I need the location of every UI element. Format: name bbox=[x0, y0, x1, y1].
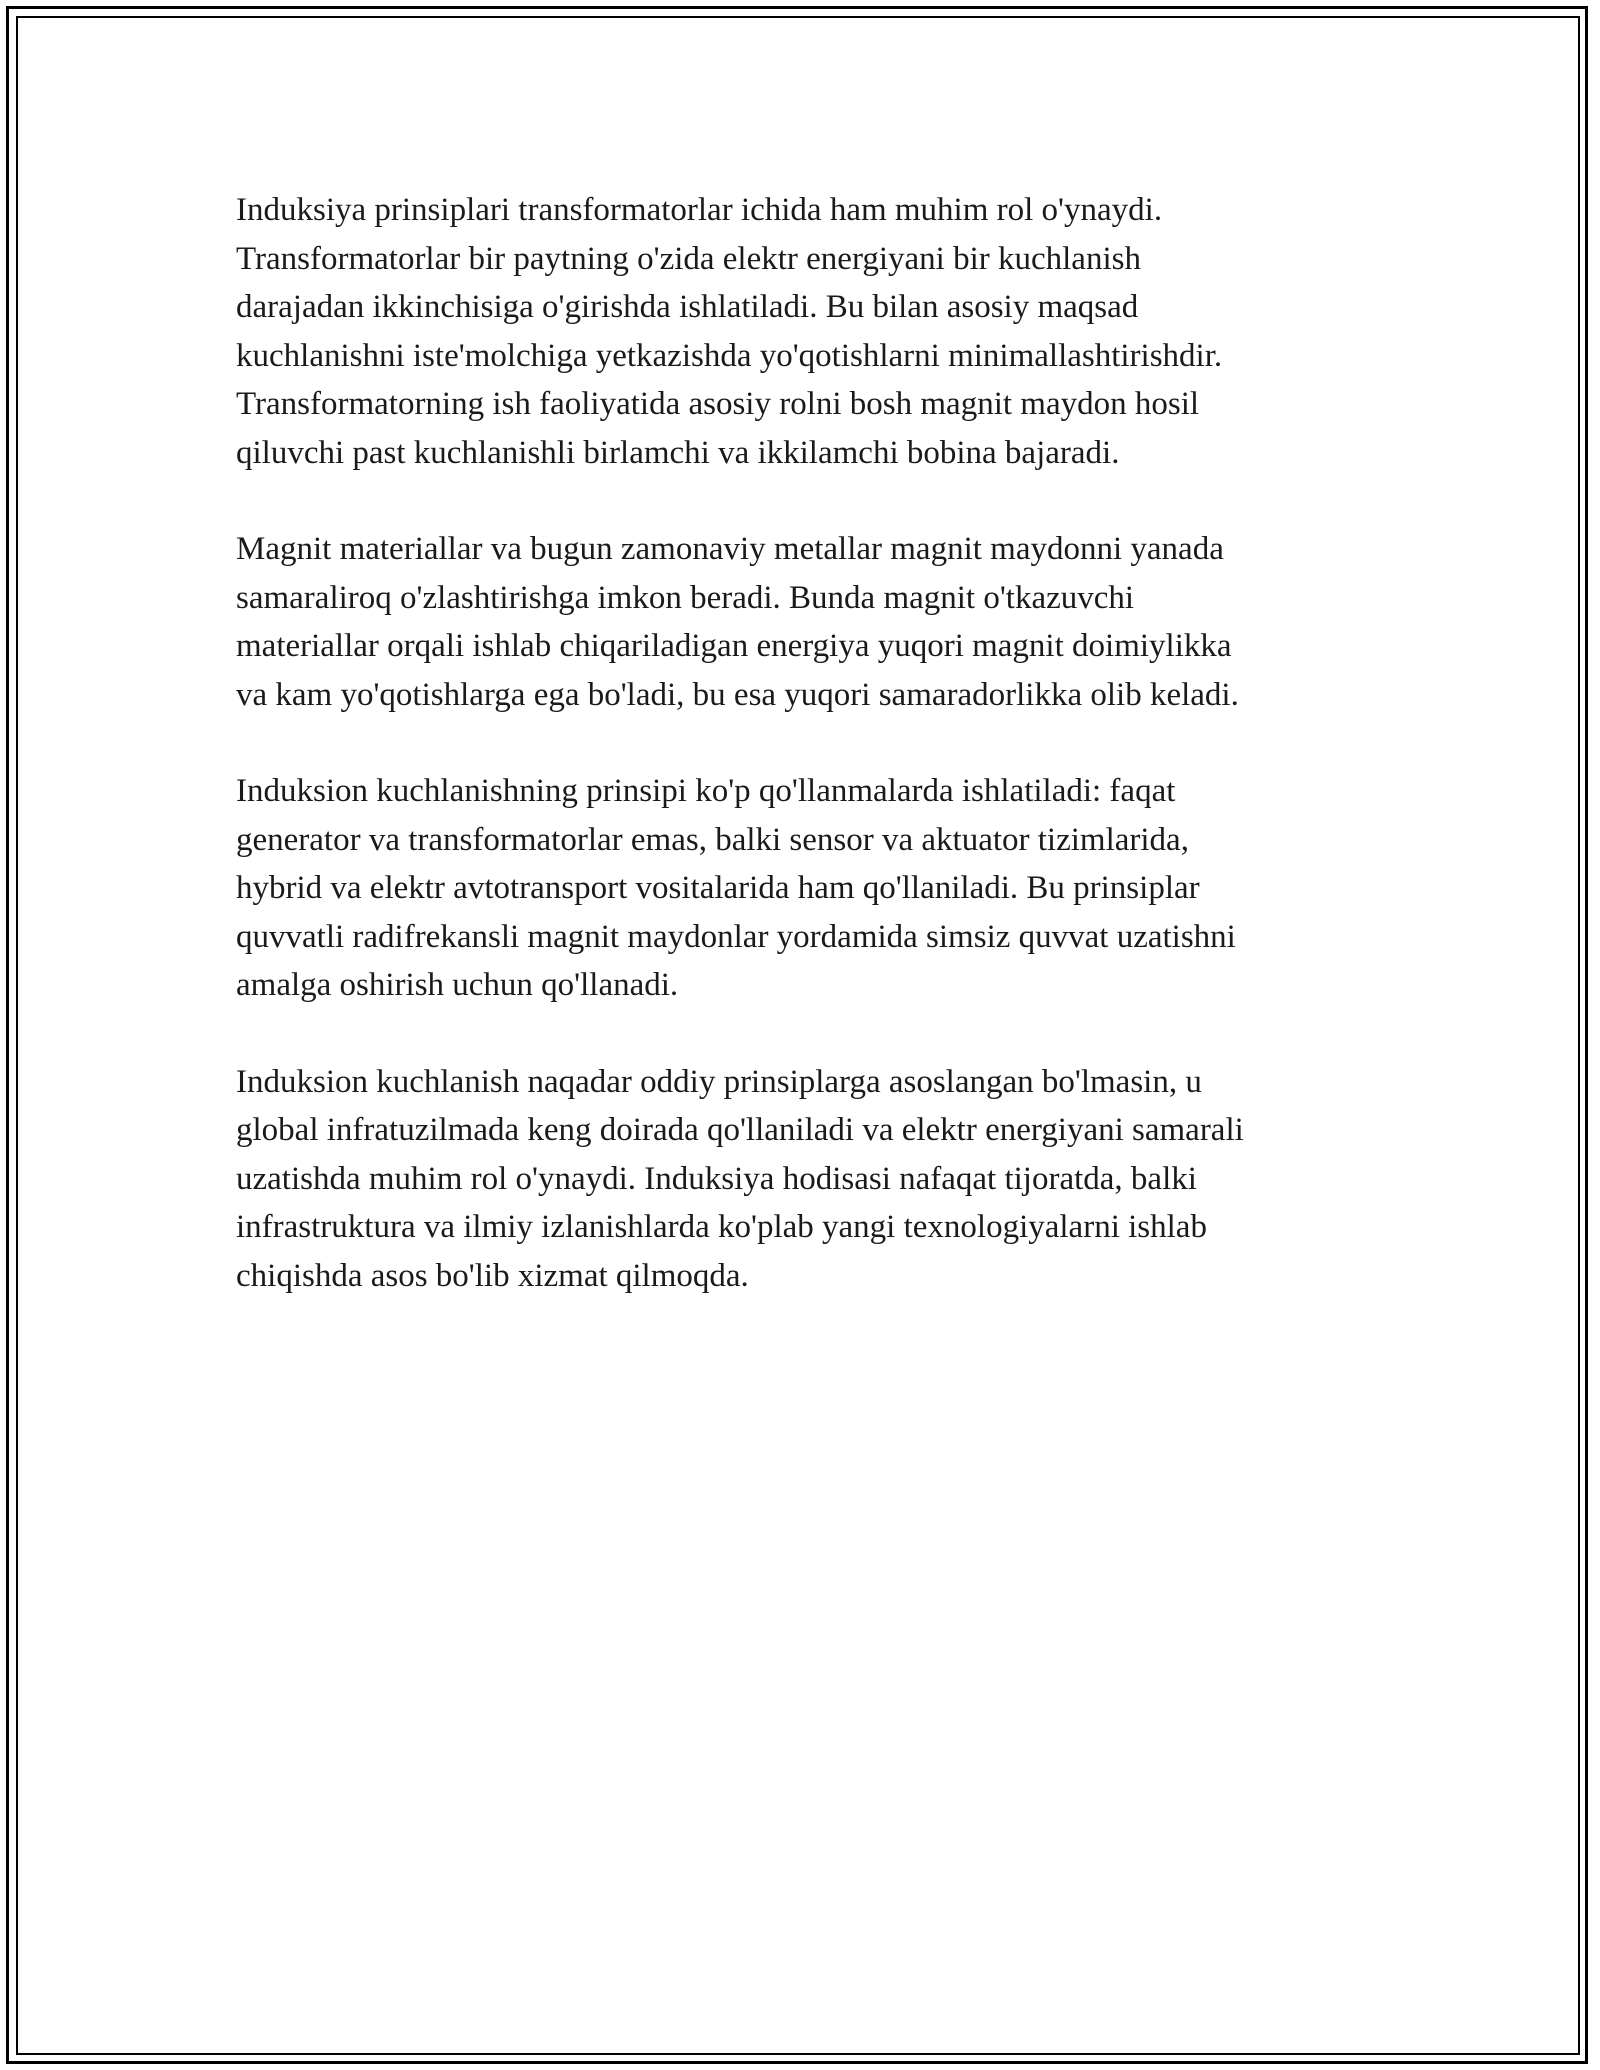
paragraph-magnetic-materials: Magnit materiallar va bugun zamonaviy metallar magnit maydonni yanada samaraliroq o'zlashtirishga imkon beradi. Bunda magnit o'tkazuvchi materiallar orqali ishlab chiqariladigan energiya yuqori magnit doimiylikka va kam yo'qotishlarga ega bo'ladi, bu esa yuqori samaradorlikka olib keladi. bbox=[236, 531, 1239, 713]
paragraph-applications: Induksion kuchlanishning prinsipi ko'p qo'llanmalarda ishlatiladi: faqat generator va transformatorlar emas, balki sensor va aktuator tizimlarida, hybrid va elektr avtotransport vositalarida ham qo'llaniladi. Bu prinsiplar quvvatli radifrekansli magnit maydonlar yordamida simsiz quvvat uzatishni amalga oshirish uchun qo'llanadi. bbox=[236, 773, 1236, 1003]
document-body bbox=[236, 186, 1396, 1348]
paragraph-transformers: Induksiya prinsiplari transformatorlar ichida ham muhim rol o'ynaydi. Transformatorlar bir paytning o'zida elektr energiyani bir kuchlanish darajadan ikkinchisiga o'girishda ishlatiladi. Bu bilan asosiy maqsad kuchlanishni iste'molchiga yetkazishda yo'qotishlarni minimallashtirishdir. Transformatorning ish faoliyatida asosiy rolni bosh magnit maydon hosil qiluvchi past kuchlanishli birlamchi va ikkilamchi bobina bajaradi. bbox=[236, 192, 1223, 471]
paragraph-infrastructure: Induksion kuchlanish naqadar oddiy prinsiplarga asoslangan bo'lmasin, u global infratuzilmada keng doirada qo'llaniladi va elektr energiyani samarali uzatishda muhim rol o'ynaydi. Induksiya hodisasi nafaqat tijoratda, balki infrastruktura va ilmiy izlanishlarda ko'plab yangi texnologiyalarni ishlab chiqishda asos bo'lib xizmat qilmoqda. bbox=[236, 1063, 1244, 1294]
